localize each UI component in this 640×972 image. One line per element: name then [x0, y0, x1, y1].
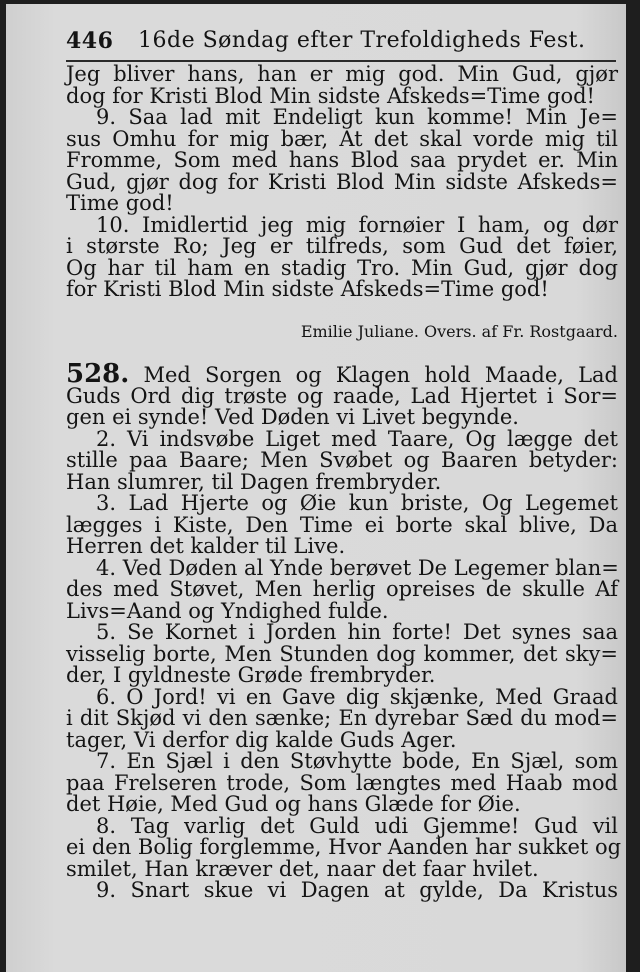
- text-line: Livs=Aand og Yndighed fulde.: [66, 598, 389, 623]
- text-line: lægges i Kiste, Den Time ei borte skal blive, Da: [66, 512, 618, 537]
- hymn-attribution: Emilie Juliane. Overs. af Fr. Rostgaard.: [300, 322, 618, 341]
- text-line: Guds Ord dig trøste og raade, Lad Hjertet i Sor=: [66, 383, 618, 408]
- hymn-first-line: [66, 359, 618, 389]
- running-title: 16de Søndag efter Trefoldigheds Fest.: [138, 28, 586, 53]
- text-line: tager, Vi derfor dig kalde Guds Ager.: [66, 727, 457, 752]
- book-page: [6, 4, 626, 972]
- text-line: i dit Skjød vi den sænke; En dyrebar Sæd du mod=: [66, 706, 618, 730]
- text-line: dog for Kristi Blod Min sidste Afskeds=Time god!: [66, 83, 595, 108]
- text-line: Herren det kalder til Live.: [66, 534, 346, 558]
- text-line: Fromme, Som med hans Blod saa prydet er. Min: [66, 148, 618, 172]
- text-line: Gud, gjør dog for Kristi Blod Min sidste Afskeds=: [66, 169, 618, 194]
- text-line: smilet, Han kræver det, naar det faar hvilet.: [66, 856, 539, 881]
- text-line: 9. Saa lad mit Endeligt kun komme! Min Je=: [96, 105, 618, 129]
- text-line: 7. En Sjæl i den Støvhytte bode, En Sjæl, som: [96, 749, 618, 773]
- text-line: for Kristi Blod Min sidste Afskeds=Time god!: [66, 277, 549, 301]
- text-line: Han slumrer, til Dagen frembryder.: [66, 469, 442, 494]
- hymn-528: [66, 359, 622, 902]
- text-line: gen ei synde! Ved Døden vi Livet begynde.: [66, 405, 519, 429]
- text-line: 9. Snart skue vi Dagen at gylde, Da Kristus: [96, 878, 618, 902]
- text-line: 6. O Jord! vi en Gave dig skjænke, Med Graad: [96, 684, 618, 709]
- text-line: paa Frelseren trode, Som længtes med Haab mod: [66, 770, 618, 795]
- text-line: der, I gyldneste Grøde frembryder.: [66, 663, 436, 687]
- text-line: stille paa Baare; Men Svøbet og Baaren betyder:: [66, 448, 618, 472]
- text-line: 3. Lad Hjerte og Øie kun briste, Og Legemet: [96, 491, 618, 515]
- page-header: [66, 22, 626, 62]
- hymn-first-line-text: Med Sorgen og Klagen hold Maade, Lad: [143, 363, 618, 387]
- text-line: det Høie, Med Gud og hans Glæde for Øie.: [66, 792, 521, 816]
- hymn-527-continuation: [66, 64, 618, 301]
- text-line: des med Støvet, Men herlig opreises de skulle Af: [66, 577, 618, 601]
- text-line: visselig borte, Men Stunden dog kommer, det sky=: [66, 641, 618, 666]
- text-line: i største Ro; Jeg er tilfreds, som Gud det føier,: [66, 234, 618, 258]
- text-line: 8. Tag varlig det Guld udi Gjemme! Gud vil: [96, 813, 618, 838]
- text-line: Jeg bliver hans, han er mig god. Min Gud, gjør: [66, 62, 618, 86]
- text-line: 2. Vi indsvøbe Liget med Taare, Og lægge det: [96, 426, 618, 451]
- text-line: 10. Imidlertid jeg mig fornøier I ham, og dør: [96, 212, 618, 237]
- page-number: 446: [66, 28, 114, 54]
- text-line: Time god!: [66, 191, 174, 215]
- text-line: sus Omhu for mig bær, At det skal vorde mig til: [66, 126, 618, 151]
- text-line: ei den Bolig forglemme, Hvor Aanden har sukket og: [66, 835, 622, 859]
- hymn-number: 528.: [66, 359, 130, 389]
- text-line: 4. Ved Døden al Ynde berøvet De Legemer blan=: [96, 555, 619, 580]
- text-line: Og har til ham en stadig Tro. Min Gud, gjør dog: [66, 255, 618, 280]
- text-line: 5. Se Kornet i Jorden hin forte! Det synes saa: [96, 620, 618, 644]
